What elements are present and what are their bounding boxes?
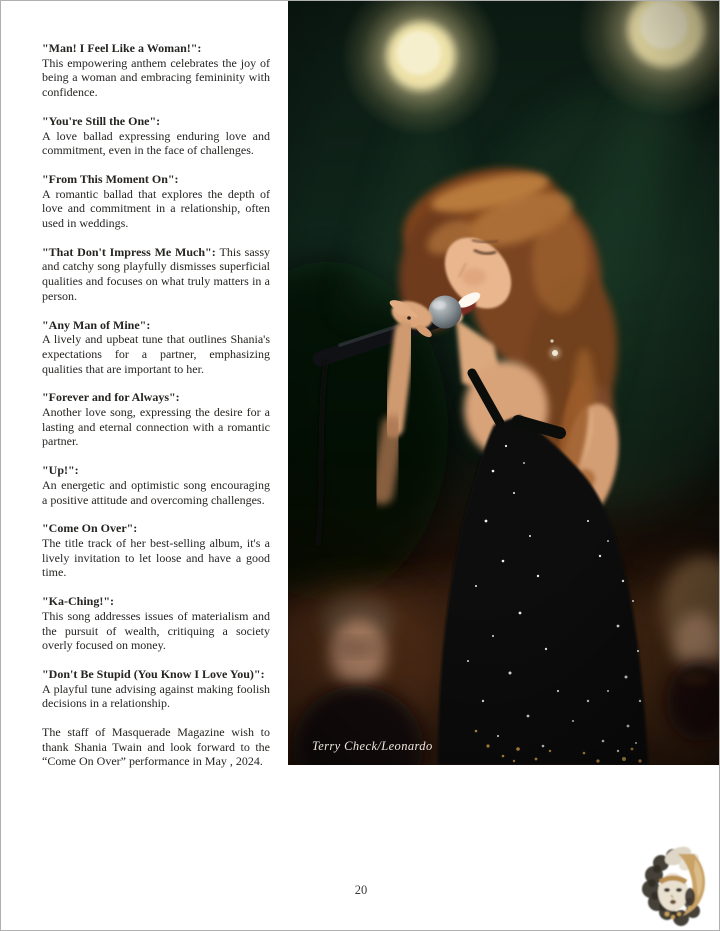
song-description: Another love song, expressing the desire for a lasting and eternal connection with a romantic partner. [42,405,270,449]
song-section [42,245,270,304]
song-section [42,463,270,507]
song-description: A lively and upbeat tune that outlines Shania's expectations for a partner, emphasizing qualities that are important to her. [42,332,270,376]
song-description: An energetic and optimistic song encouraging a positive attitude and overcoming challenges. [42,477,270,507]
song-title: "From This Moment On": [42,171,179,186]
concert-photo-illustration [288,1,720,765]
song-section [42,41,270,100]
song-title: "Don't Be Stupid (You Know I Love You)": [42,666,265,681]
song-description: A romantic ballad that explores the depth of love and commitment in a relationship, often used in weddings. [42,186,270,231]
song-title: "Any Man of Mine": [42,317,151,332]
concert-photo [288,1,720,765]
page-number: 20 [354,883,368,897]
song-title: "That Don't Impress Me Much": [42,244,216,259]
song-title: "Come On Over": [42,521,138,536]
song-section [42,521,270,580]
song-description: A love ballad expressing enduring love and commitment, even in the face of challenges. [42,128,270,158]
song-section [42,667,270,711]
song-description: This empowering anthem celebrates the joy of being a woman and embracing femininity with confidence. [42,55,270,100]
song-description: This sassy and catchy song playfully dismisses superficial qualities and focuses on what truly matters in a person. [42,244,271,303]
song-description: This song addresses issues of materialism and the pursuit of wealth, critiquing a society overly focused on money. [42,608,270,653]
photo-vignette [288,1,720,765]
song-section [42,390,270,449]
article-column [42,41,270,769]
song-title: "Forever and for Always": [42,390,180,405]
song-title: "Ka-Ching!": [42,594,114,609]
song-description: A playful tune advising against making foolish decisions in a relationship. [42,681,270,711]
song-section [42,594,270,653]
song-title: "You're Still the One": [42,113,161,128]
closing-paragraph: The staff of Masquerade Magazine wish to thank Shania Twain and look forward to the “Come On Over” performance in May , 2024. [42,725,270,769]
song-section [42,318,270,377]
photo-credit: Terry Check/Leonardo [312,739,433,753]
song-description: The title track of her best-selling album, it's a lively invitation to let loose and have a good time. [42,535,270,580]
song-title: "Man! I Feel Like a Woman!": [42,41,202,55]
masquerade-mask-icon [637,843,711,931]
masquerade-mask-logo [637,843,711,931]
song-section [42,114,270,158]
song-title: "Up!": [42,463,79,478]
song-section [42,172,270,231]
